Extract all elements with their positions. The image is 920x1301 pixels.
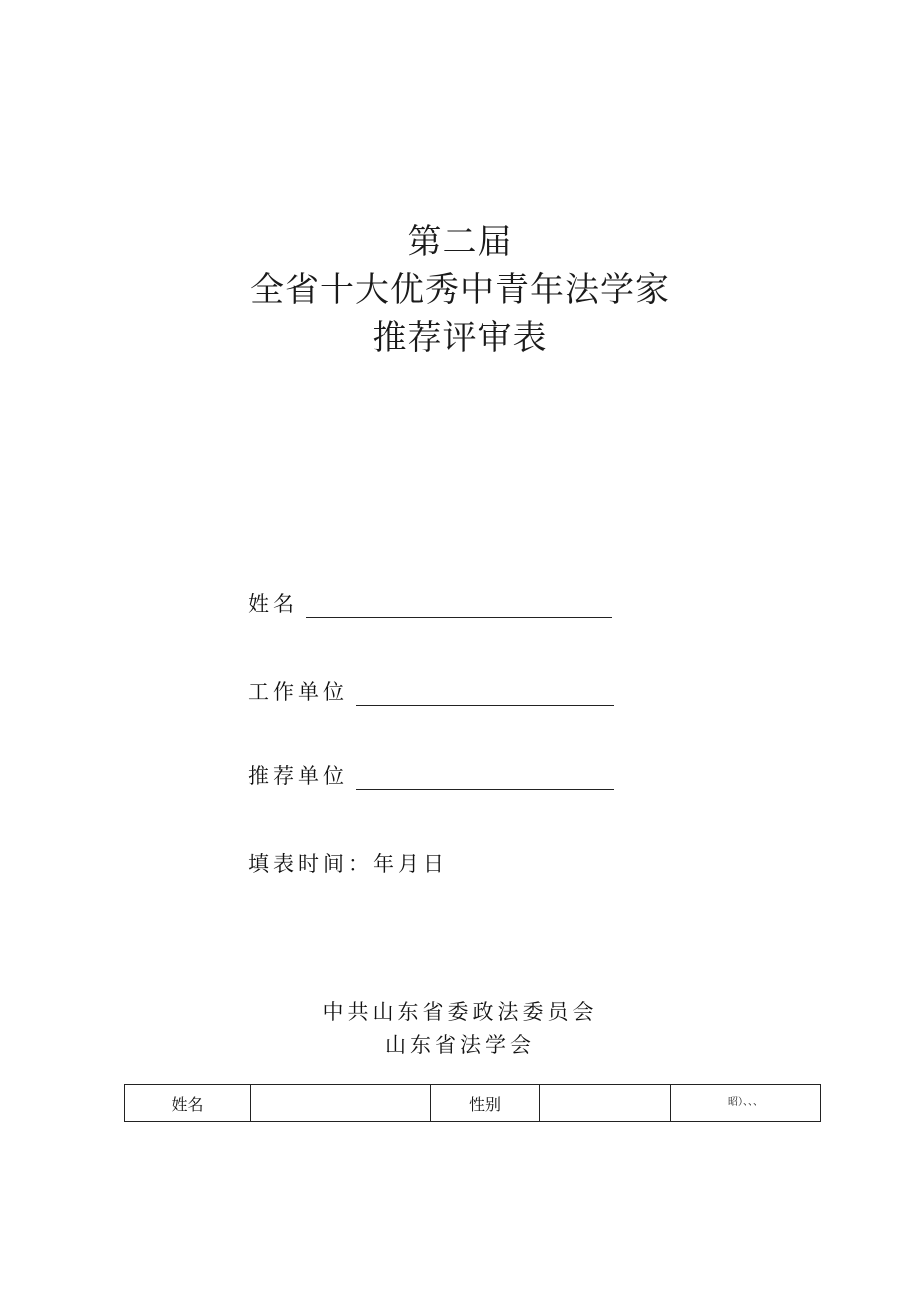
info-table: [124, 1084, 821, 1122]
fill-date-text: 填表时间：年月日: [248, 852, 448, 876]
name-header-cell: 姓名: [125, 1085, 251, 1122]
document-title: [0, 218, 920, 362]
work-unit-label: 工作单位: [248, 680, 348, 704]
title-line-3: 推荐评审表: [372, 318, 548, 358]
name-label: 姓名: [248, 592, 298, 616]
gender-header-cell: 性别: [431, 1085, 540, 1122]
recommend-unit-underline[interactable]: [356, 767, 614, 790]
title-line-1: 第二届: [407, 222, 513, 262]
name-value-cell[interactable]: [251, 1085, 431, 1122]
photo-note-cell: 昭）、、、: [671, 1085, 821, 1122]
name-underline[interactable]: [306, 595, 612, 618]
name-field[interactable]: [248, 588, 612, 618]
title-line-2: 全省十大优秀中青年法学家: [250, 270, 670, 310]
recommend-unit-field[interactable]: [248, 760, 614, 790]
work-unit-underline[interactable]: [356, 683, 614, 706]
gender-value-cell[interactable]: [540, 1085, 671, 1122]
footer-org-2: 山东省法学会: [385, 1033, 535, 1057]
fill-date-field: [248, 848, 448, 878]
table-row: [125, 1085, 821, 1122]
work-unit-field[interactable]: [248, 676, 614, 706]
footer-org-1: 中共山东省委政法委员会: [322, 1000, 598, 1024]
recommend-unit-label: 推荐单位: [248, 764, 348, 788]
